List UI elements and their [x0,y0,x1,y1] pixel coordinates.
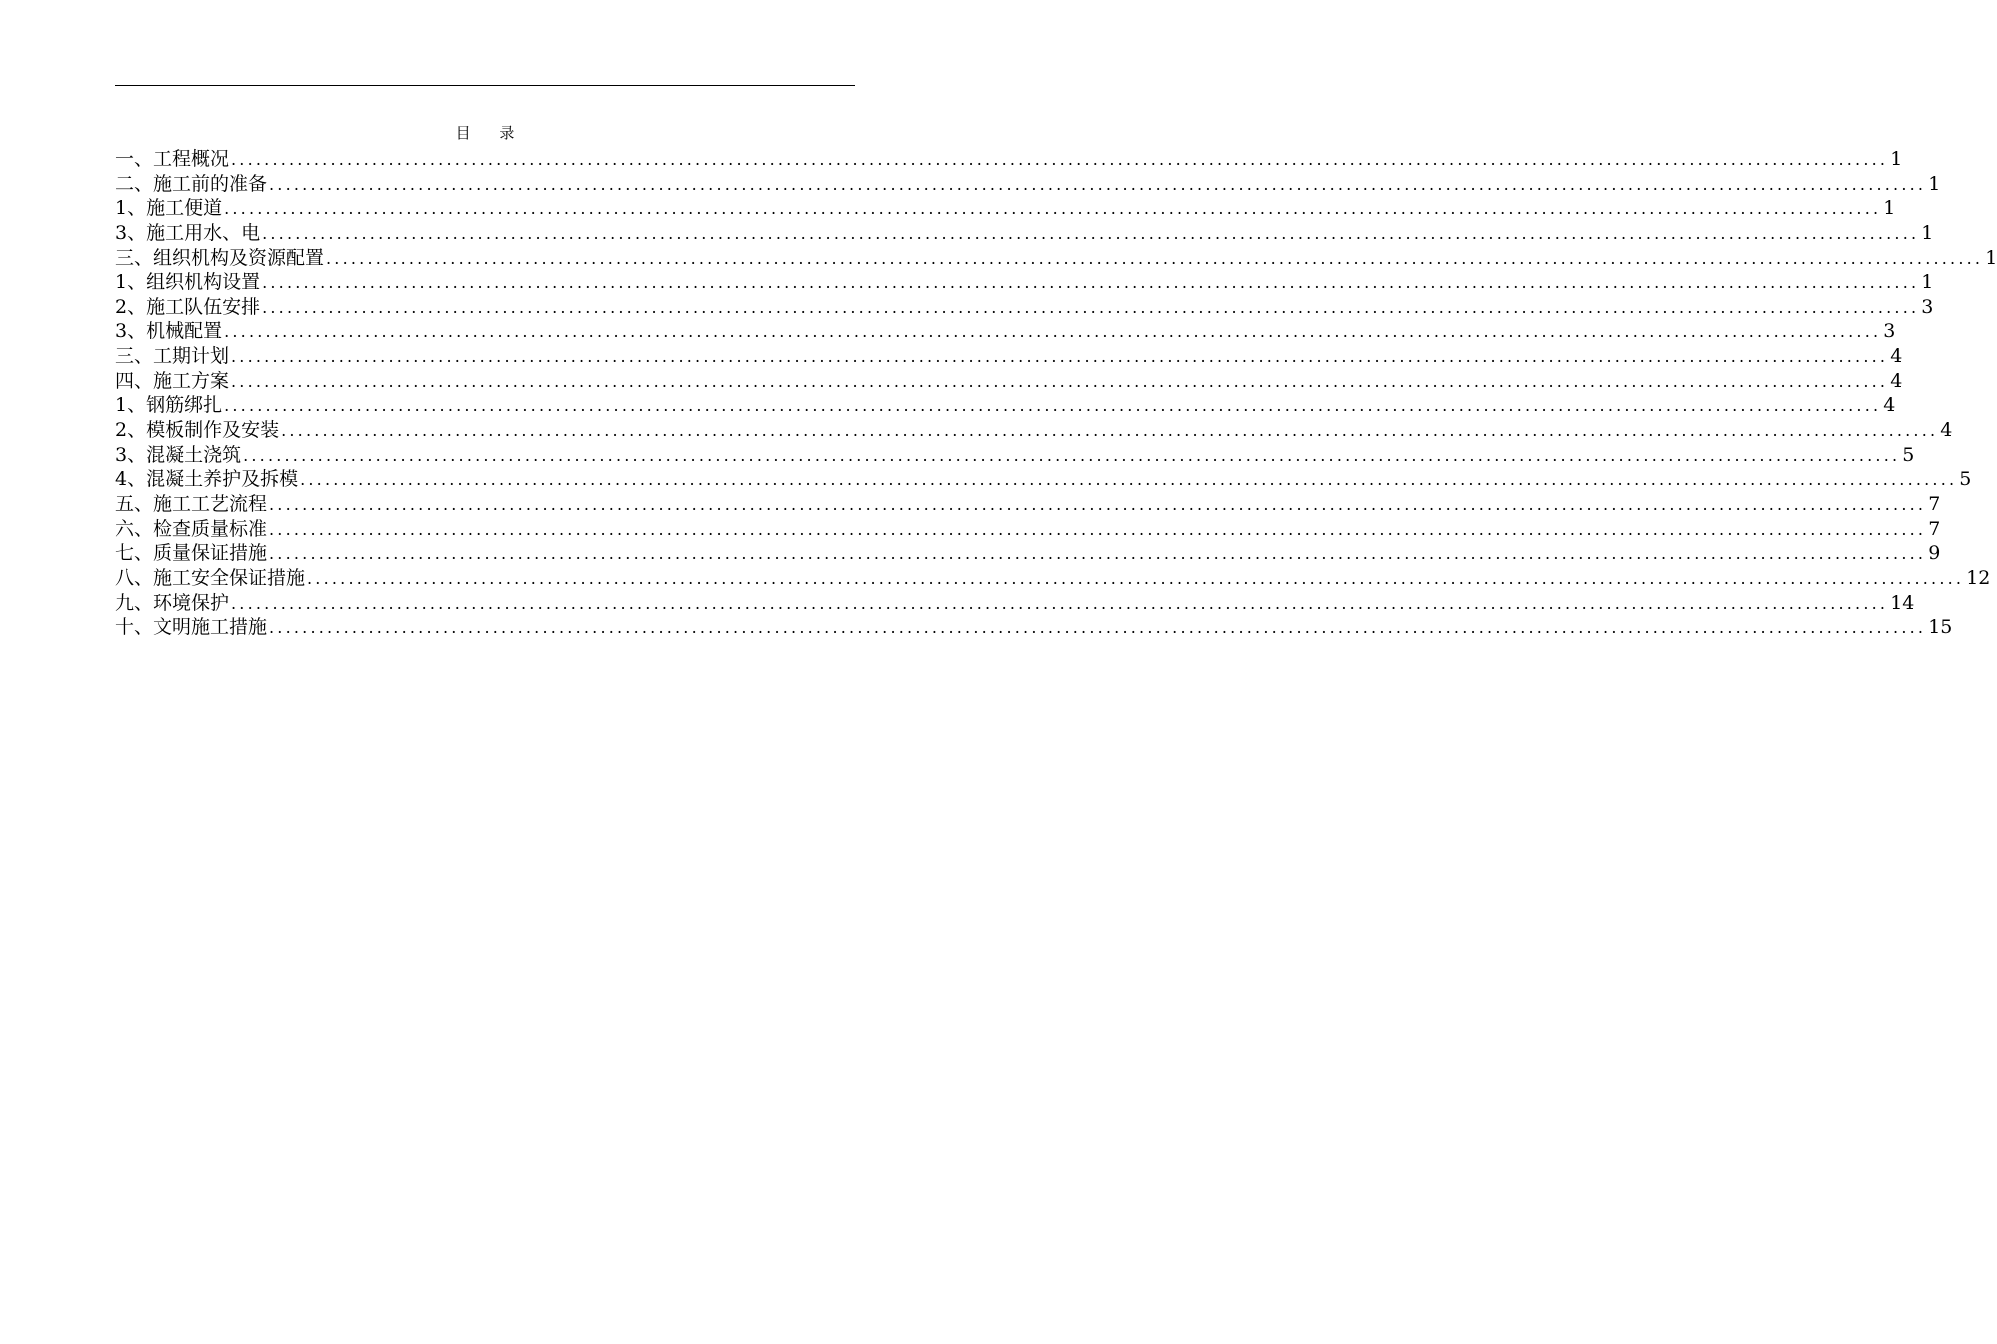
toc-entry[interactable] [115,147,1903,172]
toc-list [115,147,1997,640]
toc-entry-label: 二、施工前的准备 [115,172,268,195]
toc-entry[interactable] [115,566,1991,591]
toc-entry-page-number: 3 [1921,295,1934,318]
toc-entry-page-number: 4 [1940,419,1953,442]
toc-dot-leader: ........................................................................................................................................................................................................ [262,273,1920,293]
toc-entry[interactable] [115,517,1941,542]
toc-entry-label: 三、工期计划 [115,345,230,368]
toc-entry-page-number: 14 [1890,591,1915,614]
toc-entry-label: 4、混凝土养护及拆模 [115,468,299,491]
toc-entry[interactable] [115,443,1915,468]
toc-entry-label: 七、质量保证措施 [115,542,268,565]
toc-dot-leader: ........................................................................................................................................................................................................ [300,470,1958,490]
toc-entry-page-number: 4 [1890,345,1903,368]
toc-dot-leader: ........................................................................................................................................................................................................ [307,568,1965,588]
toc-entry-label: 2、模板制作及安装 [115,419,280,442]
toc-dot-leader: ........................................................................................................................................................................................................ [262,223,1920,243]
toc-entry-label: 九、环境保护 [115,591,230,614]
toc-entry[interactable] [115,270,1934,295]
toc-entry-label: 四、施工方案 [115,369,230,392]
toc-entry-page-number: 7 [1928,517,1941,540]
toc-entry[interactable] [115,246,1997,271]
toc-entry-page-number: 5 [1902,443,1915,466]
toc-entry-label: 3、施工用水、电 [115,221,261,244]
toc-entry[interactable] [115,591,1915,616]
toc-entry-label: 1、组织机构设置 [115,271,261,294]
toc-entry-page-number: 4 [1890,369,1903,392]
toc-entry-page-number: 9 [1928,542,1941,565]
toc-dot-leader: ........................................................................................................................................................................................................ [269,618,1927,638]
toc-entry-page-number: 15 [1928,616,1953,639]
toc-dot-leader: ........................................................................................................................................................................................................ [243,445,1901,465]
toc-entry-page-number: 3 [1883,320,1896,343]
toc-dot-leader: ........................................................................................................................................................................................................ [231,593,1889,613]
toc-entry-page-number: 1 [1928,172,1941,195]
toc-entry-label: 三、组织机构及资源配置 [115,246,325,269]
toc-entry[interactable] [115,418,1953,443]
toc-dot-leader: ........................................................................................................................................................................................................ [269,494,1927,514]
toc-entry[interactable] [115,467,1972,492]
toc-entry-page-number: 12 [1966,566,1991,589]
toc-entry-page-number: 1 [1921,221,1934,244]
toc-dot-leader: ........................................................................................................................................................................................................ [269,174,1927,194]
toc-entry[interactable] [115,319,1896,344]
toc-entry-page-number: 1 [1883,197,1896,220]
toc-entry-page-number: 7 [1928,492,1941,515]
toc-entry-page-number: 4 [1883,394,1896,417]
toc-dot-leader: ........................................................................................................................................................................................................ [231,371,1889,391]
toc-dot-leader: ........................................................................................................................................................................................................ [231,347,1889,367]
toc-title: 目 录 [455,124,527,142]
toc-dot-leader: ........................................................................................................................................................................................................ [224,199,1882,219]
toc-entry-label: 1、钢筋绑扎 [115,394,223,417]
toc-entry-label: 六、检查质量标准 [115,517,268,540]
toc-entry[interactable] [115,196,1896,221]
toc-entry[interactable] [115,295,1934,320]
toc-entry-label: 五、施工工艺流程 [115,492,268,515]
toc-entry-label: 3、机械配置 [115,320,223,343]
toc-entry-label: 八、施工安全保证措施 [115,566,306,589]
toc-dot-leader: ........................................................................................................................................................................................................ [224,322,1882,342]
toc-entry[interactable] [115,344,1903,369]
header-rule [115,85,855,86]
toc-entry[interactable] [115,492,1941,517]
toc-entry-page-number: 5 [1959,468,1972,491]
toc-entry[interactable] [115,393,1896,418]
toc-dot-leader: ........................................................................................................................................................................................................ [269,544,1927,564]
toc-entry-label: 3、混凝土浇筑 [115,443,242,466]
toc-entry[interactable] [115,369,1903,394]
toc-dot-leader: ........................................................................................................................................................................................................ [231,150,1889,169]
toc-dot-leader: ........................................................................................................................................................................................................ [224,396,1882,416]
toc-entry[interactable] [115,615,1953,640]
toc-dot-leader: ........................................................................................................................................................................................................ [326,248,1984,268]
toc-entry-label: 2、施工队伍安排 [115,295,261,318]
toc-entry-label: 十、文明施工措施 [115,616,268,639]
toc-entry[interactable] [115,221,1934,246]
toc-entry[interactable] [115,172,1941,197]
toc-entry-label: 一、工程概况 [115,148,230,170]
toc-entry-page-number: 1 [1921,271,1934,294]
toc-dot-leader: ........................................................................................................................................................................................................ [281,421,1939,441]
toc-dot-leader: ........................................................................................................................................................................................................ [269,519,1927,539]
toc-entry-label: 1、施工便道 [115,197,223,220]
toc-dot-leader: ........................................................................................................................................................................................................ [262,297,1920,317]
toc-entry-page-number: 1 [1890,148,1903,170]
toc-entry[interactable] [115,541,1941,566]
toc-entry-page-number: 1 [1985,246,1997,269]
